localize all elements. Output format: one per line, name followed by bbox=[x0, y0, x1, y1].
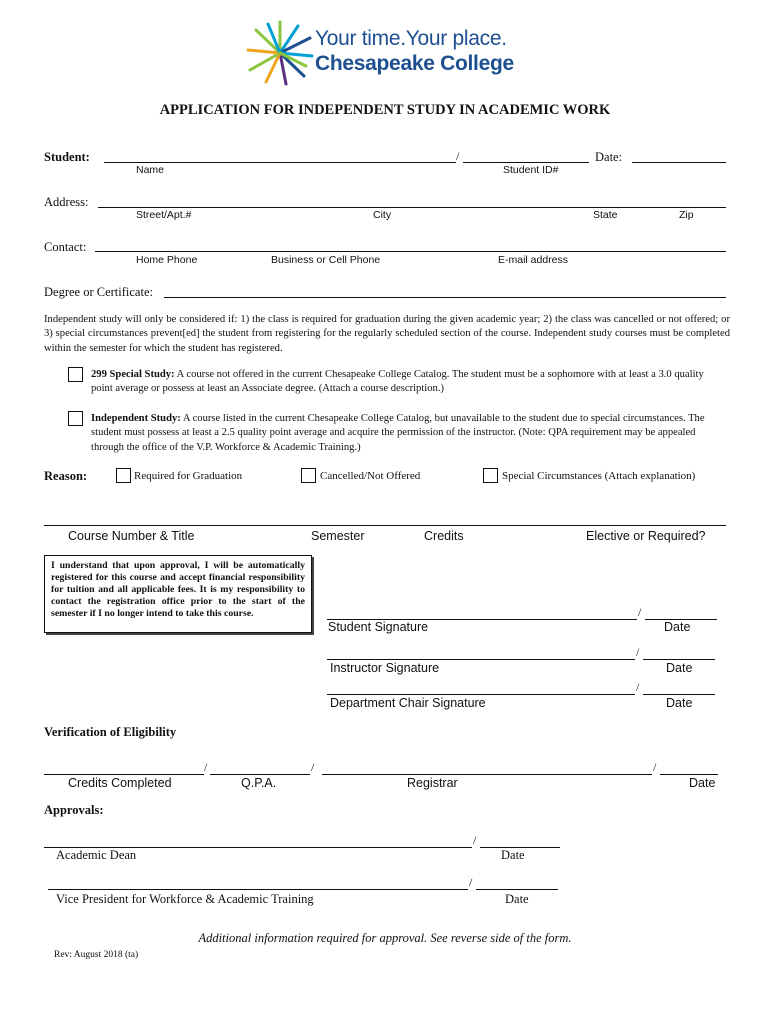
reason-cancelled-checkbox[interactable] bbox=[301, 468, 316, 483]
name-sublabel: Name bbox=[136, 164, 165, 176]
vp-date-field[interactable] bbox=[476, 889, 558, 890]
independent-study-option bbox=[91, 412, 709, 455]
independent-study-heading: Independent Study: bbox=[91, 413, 181, 424]
qpa-label: Q.P.A. bbox=[241, 776, 277, 790]
state-sublabel: State bbox=[593, 209, 618, 221]
semester-header: Semester bbox=[311, 529, 365, 543]
student-label: Student: bbox=[44, 150, 90, 164]
slash-separator: / bbox=[636, 645, 640, 659]
chair-signature-field[interactable] bbox=[327, 694, 635, 695]
reason-special-checkbox[interactable] bbox=[483, 468, 498, 483]
verification-date-label: Date bbox=[689, 776, 716, 790]
special-study-checkbox[interactable] bbox=[68, 367, 83, 382]
independent-study-checkbox[interactable] bbox=[68, 411, 83, 426]
vp-label: Vice President for Workforce & Academic Training bbox=[56, 892, 314, 906]
qpa-field[interactable] bbox=[210, 774, 310, 775]
degree-label: Degree or Certificate: bbox=[44, 285, 153, 299]
instructor-signature-date-label: Date bbox=[666, 661, 693, 675]
special-study-option bbox=[91, 368, 705, 397]
elective-required-header: Elective or Required? bbox=[586, 529, 706, 543]
reason-special-label: Special Circumstances (Attach explanation) bbox=[502, 470, 696, 482]
slash-separator: / bbox=[311, 760, 315, 774]
special-study-heading: 299 Special Study: bbox=[91, 369, 175, 380]
instructor-signature-label: Instructor Signature bbox=[330, 661, 440, 675]
verification-date-field[interactable] bbox=[660, 774, 718, 775]
email-sublabel: E-mail address bbox=[498, 254, 569, 266]
slash-separator: / bbox=[204, 760, 208, 774]
reason-graduation-checkbox[interactable] bbox=[116, 468, 131, 483]
logo-tagline: Your time.Your place. bbox=[315, 27, 507, 50]
degree-field[interactable] bbox=[164, 297, 726, 298]
student-name-field[interactable] bbox=[104, 162, 456, 163]
chair-signature-date-field[interactable] bbox=[643, 694, 715, 695]
dean-label: Academic Dean bbox=[56, 848, 137, 862]
credits-completed-field[interactable] bbox=[44, 774, 204, 775]
zip-sublabel: Zip bbox=[679, 209, 694, 221]
slash-separator: / bbox=[636, 680, 640, 694]
slash-separator: / bbox=[638, 605, 642, 619]
home-phone-sublabel: Home Phone bbox=[136, 254, 198, 266]
approvals-heading: Approvals: bbox=[44, 803, 104, 817]
date-label: Date: bbox=[595, 150, 623, 164]
student-signature-date-label: Date bbox=[664, 620, 691, 634]
student-id-field[interactable] bbox=[463, 162, 589, 163]
reason-cancelled-label: Cancelled/Not Offered bbox=[320, 470, 421, 482]
registrar-label: Registrar bbox=[407, 776, 458, 790]
financial-responsibility-notice: I understand that upon approval, I will be automatically registered for this course and accept financial responsibility for tuition and all applicable fees. It is my responsibility to contact the registration office prior to the start of the semester if I no longer intend to take this course. bbox=[44, 555, 312, 633]
instructor-signature-date-field[interactable] bbox=[643, 659, 715, 660]
cell-phone-sublabel: Business or Cell Phone bbox=[271, 254, 381, 266]
vp-signature-field[interactable] bbox=[48, 889, 468, 890]
street-sublabel: Street/Apt.# bbox=[136, 209, 192, 221]
course-number-header: Course Number & Title bbox=[68, 529, 195, 543]
revision-note: Rev: August 2018 (ta) bbox=[54, 950, 139, 960]
course-entry-line[interactable] bbox=[44, 525, 726, 526]
verification-heading: Verification of Eligibility bbox=[44, 725, 177, 739]
city-sublabel: City bbox=[373, 209, 392, 221]
address-label: Address: bbox=[44, 195, 89, 209]
student-signature-label: Student Signature bbox=[328, 620, 429, 634]
special-study-text: A course not offered in the current Chesapeake College Catalog. The student must be a sophomore with at least a 3.0 quality point average or possess at least an Associate degree. (Attach a course description.) bbox=[91, 369, 704, 395]
slash-separator: / bbox=[473, 833, 477, 847]
address-field[interactable] bbox=[98, 207, 726, 208]
credits-completed-label: Credits Completed bbox=[68, 776, 172, 790]
vp-date-label: Date bbox=[505, 892, 529, 906]
date-field[interactable] bbox=[632, 162, 726, 163]
footer-note: Additional information required for approval. See reverse side of the form. bbox=[198, 931, 572, 945]
form-title: APPLICATION FOR INDEPENDENT STUDY IN ACADEMIC WORK bbox=[159, 102, 611, 118]
registrar-field[interactable] bbox=[322, 774, 652, 775]
independent-study-text: A course listed in the current Chesapeake College Catalog, but unavailable to the student due to special circumstances. The student must possess at least a 2.5 quality point average and acquire the permission of the instructor. (Note: QPA requirement may be appealed through the office of the V.P. Workforce & Academic Training.) bbox=[91, 413, 705, 453]
instructor-signature-field[interactable] bbox=[327, 659, 635, 660]
credits-header: Credits bbox=[424, 529, 464, 543]
slash-separator: / bbox=[469, 875, 473, 889]
contact-label: Contact: bbox=[44, 240, 87, 254]
reason-label: Reason: bbox=[44, 469, 88, 483]
reason-graduation-label: Required for Graduation bbox=[134, 470, 243, 482]
chair-signature-date-label: Date bbox=[666, 696, 693, 710]
eligibility-intro: Independent study will only be considered if: 1) the class is required for graduation during the given academic year; 2) the class was cancelled or not offered; or 3) special circumstances prevent[ed] the student from registering for the regularly scheduled section of the course. Independent study courses must be completed within the semester for which the student has registered. bbox=[44, 314, 730, 354]
logo-college-name: Chesapeake College bbox=[315, 52, 514, 75]
student-id-sublabel: Student ID# bbox=[503, 164, 559, 176]
slash-separator: / bbox=[456, 149, 460, 163]
contact-field[interactable] bbox=[95, 251, 726, 252]
chair-signature-label: Department Chair Signature bbox=[330, 696, 486, 710]
slash-separator: / bbox=[653, 760, 657, 774]
dean-date-label: Date bbox=[501, 848, 525, 862]
college-logo-starburst bbox=[244, 20, 316, 86]
